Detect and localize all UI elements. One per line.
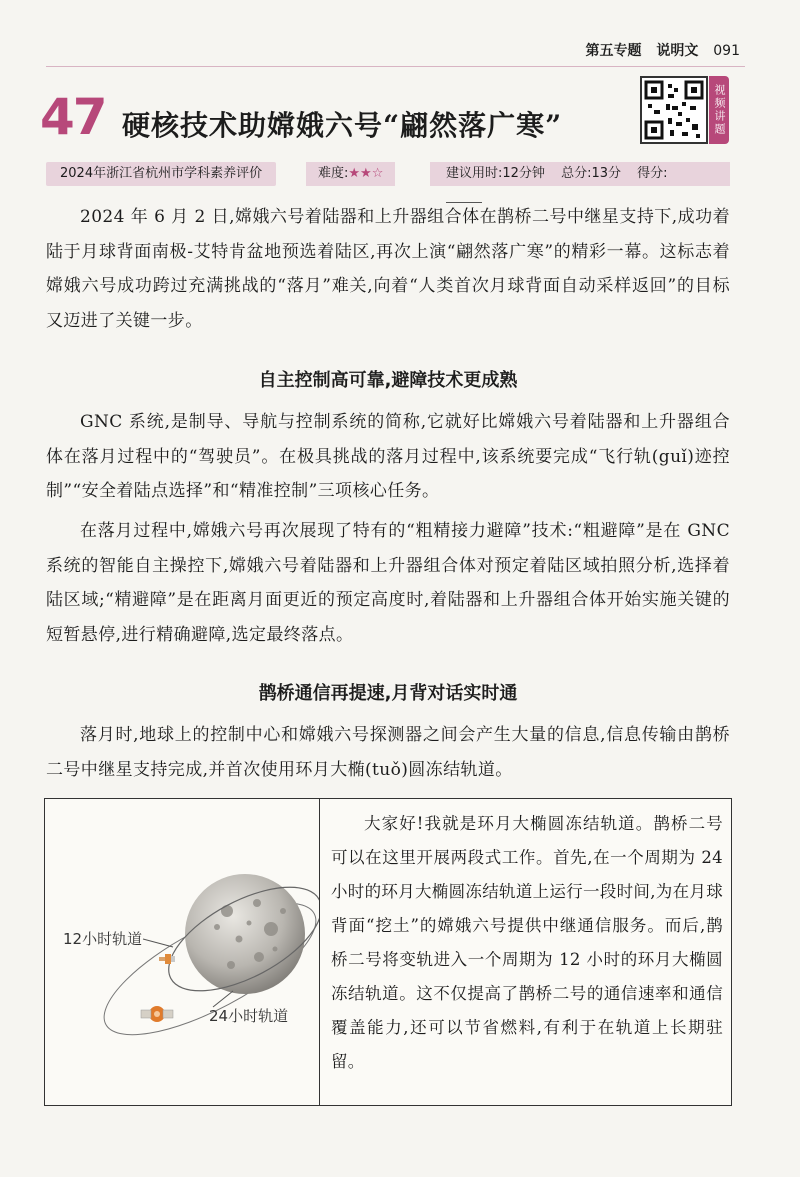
- difficulty-rating: [306, 162, 395, 186]
- score-label: 得分:: [637, 166, 668, 181]
- suggested-time: 建议用时:12分钟: [446, 166, 545, 181]
- video-tag[interactable]: 视频讲题: [709, 76, 729, 144]
- paragraph-intro: 2024 年 6 月 2 日,嫦娥六号着陆器和上升器组合体在鹊桥二号中继星支持下,成功着陆于月球背面南极-艾特肯盆地预选着陆区,再次上演“翩然落广寒”的精彩一幕。这标志着嫦娥六号成功跨过充满挑战的“落月”难关,向着“人类首次月球背面自动采样返回”的目标又迈进了关键一步。: [46, 207, 730, 331]
- lesson-number: 47: [40, 88, 106, 146]
- info-bar: [46, 162, 730, 186]
- lesson-title: 硬核技术助嫦娥六号“翩然落广寒”: [122, 109, 563, 142]
- label-24h-orbit: 24小时轨道: [209, 1007, 289, 1025]
- running-header: [576, 40, 740, 60]
- section-heading-2: 鹊桥通信再提速,月背对话实时通: [258, 683, 518, 704]
- video-qr-block[interactable]: [640, 76, 728, 144]
- figure-divider: [319, 799, 320, 1105]
- qr-code-icon[interactable]: [640, 76, 708, 144]
- genre-label: 说明文: [656, 43, 699, 59]
- difficulty-stars-icon: ★★☆: [348, 166, 384, 181]
- figure-explanation: 大家好!我就是环月大椭圆冻结轨道。鹊桥二号可以在这里开展两段式工作。首先,在一个周期为 24 小时的环月大椭圆冻结轨道上运行一段时间,为在月球背面“挖土”的嫦娥六号提供中继通信服务。而后,鹊桥二号将变轨进入一个周期为 12 小时的环月大椭圆冻结轨道。这不仅提高了鹊桥二号的通信速率和通信覆盖能力,还可以节省燃料,有利于在轨道上长期驻留。: [331, 814, 723, 1071]
- label-12h-orbit: 12小时轨道: [63, 930, 143, 948]
- exam-source: 2024年浙江省杭州市学科素养评价: [46, 162, 276, 186]
- orbit-diagram: [45, 799, 319, 1105]
- paragraph-obstacle-avoidance: 在落月过程中,嫦娥六号再次展现了特有的“粗精接力避障”技术:“粗避障”是在 GNC 系统的智能自主操控下,嫦娥六号着陆器和上升器组合体对预定着陆区域拍照分析,选择着陆区域;“精避障”是在距离月面更近的预定高度时,着陆器和上升器组合体开始实施关键的短暂悬停,进行精确避障,选定最终落点。: [46, 521, 730, 645]
- difficulty-label: 难度:: [318, 166, 349, 181]
- header-divider: [46, 66, 745, 67]
- paragraph-relay: 落月时,地球上的控制中心和嫦娥六号探测器之间会产生大量的信息,信息传输由鹊桥二号中继星支持完成,并首次使用环月大椭(tuǒ)圆冻结轨道。: [46, 725, 730, 780]
- orbit-figure-box: [44, 798, 732, 1106]
- total-score: 总分:13分: [561, 166, 622, 181]
- moon-icon: [185, 874, 305, 994]
- section-heading-1: 自主控制高可靠,避障技术更成熟: [258, 370, 518, 391]
- satellite-24h-icon: [141, 1006, 173, 1022]
- time-score-info: [430, 162, 730, 186]
- paragraph-gnc: GNC 系统,是制导、导航与控制系统的简称,它就好比嫦娥六号着陆器和上升器组合体在落月过程中的“驾驶员”。在极具挑战的落月过程中,该系统要完成“飞行轨(guǐ)迹控制”“安全着陆点选择”和“精准控制”三项核心任务。: [46, 412, 730, 501]
- section-label: 第五专题: [585, 43, 642, 59]
- page-number: 091: [713, 43, 740, 59]
